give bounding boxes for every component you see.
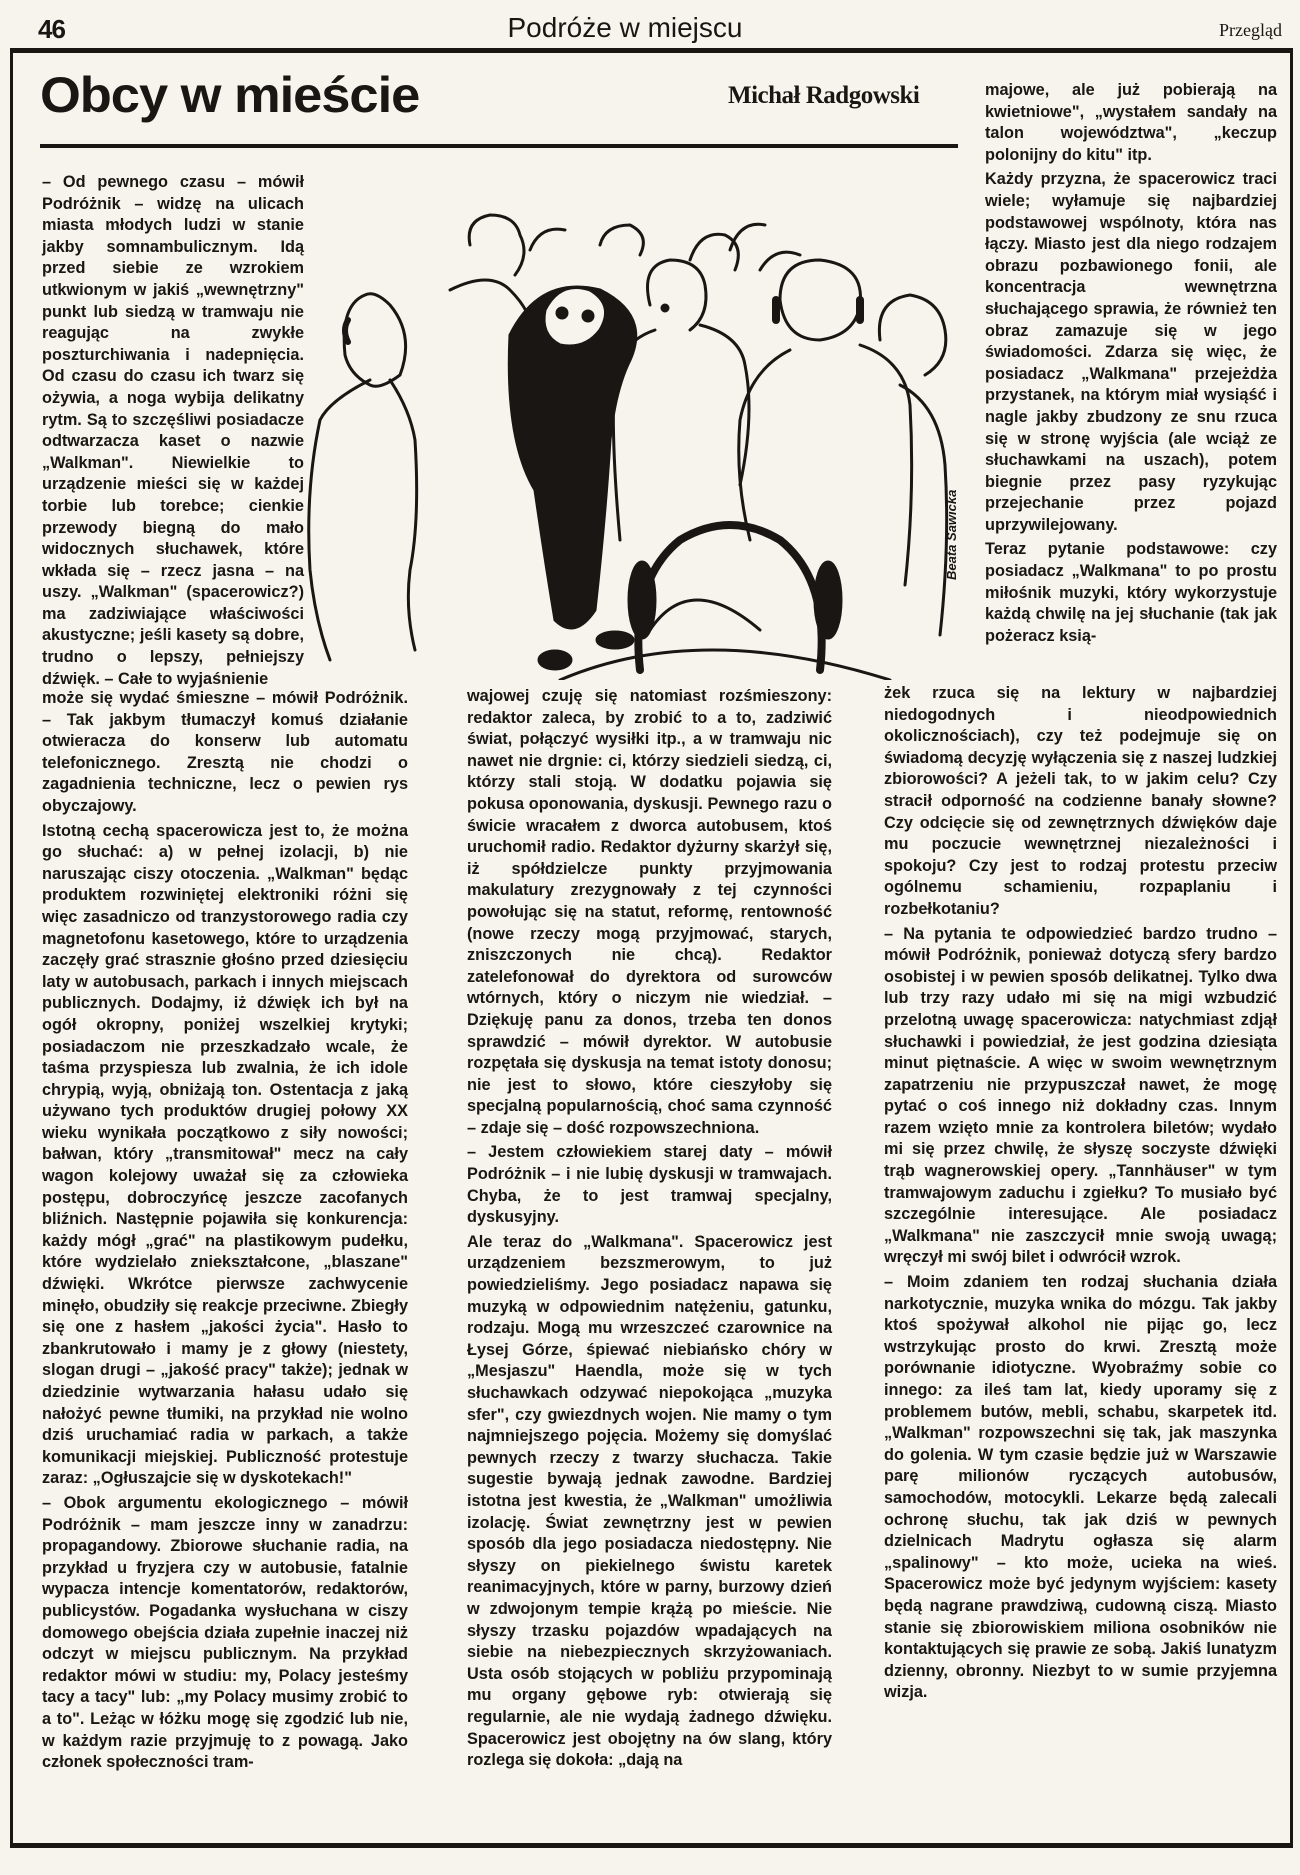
illustration bbox=[300, 150, 960, 680]
paragraph: Istotną cechą spacerowicza jest to, że można go słuchać: a) w pełnej izolacji, b) nie naruszając ciszy otoczenia. „Walkman" będąc produktem rozwiniętej elektroniki różni się więc zasadniczo od tranzystorowego radia czy magnetofonu kasetowego, które to urządzenia zaczęły grać strasznie głośno przed dziesięciu laty w autobusach, parkach i innych miejscach publicznych. Dodajmy, iż dźwięk ich był na ogół okropny, poniżej wszelkiej krytyki; posiadaczom nie przeszkadzało wcale, że taśma przyspiesza lub zwalnia, że ich idole chrypią, wyją, obniżają ton. Ostentacja z jaką używano tych produktów drugiej połowy XX wieku wynikała początkowo z siły nowości; bałwan, który „transmitował" mecz na cały wagon kolejowy uważał się za człowieka postępu, dobroczyńcę jeszcze zacofanych bliźnich. Następnie pojawiła się konkurencja: każdy mógł „grać" na plastikowym pudełku, które wydzielało zniekształcone, „blaszane" dźwięki. Wkrótce pierwsze zachwycenie minęło, obudziły się reakcje przeciwne. Zbiegły się one z hasłem „jakości życia". Hasło to zbankrutowało i mamy je z głowy (niestety, slogan drugi – „jakość pracy" także); jednak w dziedzinie wytwarzania hałasu udało się nałożyć pewne tłumiki, na przykład nie wolno dziś uruchamiać radia w parkach, a także komunikacji miejskiej. Publiczność protestuje zaraz: „Ogłuszajcie się w dyskotekach!" bbox=[42, 821, 408, 1488]
paragraph: – Jestem człowiekiem starej daty – mówił Podróżnik – i nie lubię dyskusji w tramwajach. Chyba, że to jest tramwaj specjalny, dyskusyjny. bbox=[467, 1143, 832, 1227]
paragraph: Każdy przyzna, że spacerowicz traci wiele; wyłamuje się najbardziej podstawowej wspólnoty, która nas łączy. Miasto jest dla niego rodzajem obrazu pozbawionego fonii, ale koncentracja wewnętrzna słuchającego sprawia, że również ten obraz zamazuje się w jego świadomości. Zdarza się więc, że posiadacz „Walkmana" przejeżdża przystanek, na którym miał wysiąść i nagle jakby zbudzony ze snu rzuca się w stronę wyjścia (ale wciąż ze słuchawkami na uszach), potem biegnie przez pasy ryzykując przejechanie przez pojazd uprzywilejowany. bbox=[985, 170, 1277, 534]
section-title bbox=[0, 12, 1300, 44]
column-1 bbox=[42, 688, 408, 1774]
article-author: Michał Radgowski bbox=[728, 82, 920, 109]
column-3-top bbox=[985, 80, 1277, 647]
section-title-text: Podróże w miejscu bbox=[507, 12, 743, 43]
paragraph: Ale teraz do „Walkmana". Spacerowicz jest urządzeniem bezszmerowym, to już powiedzieliśmy. Jego posiadacz napawa się muzyką w odpowiednim natężeniu, gatunku, rodzaju. Mogą mu wrzeszczeć czarownice na Łysej Górze, śpiewać niebiańsko chóry w „Mesjaszu" Haendla, może się w tych słuchawkach odzywać niepokojąca „muzyka sfer", czy gwiezdnych wojen. Nie mamy o tym najmniejszego pojęcia. Możemy się domyślać pewnych rzeczy z twarzy słuchacza. Takie sugestie bywają jednak zawodne. Bardziej istotna jest kwestia, że „Walkman" umożliwia izolację. Świat zewnętrzny jest w pewien sposób dla jego posiadacza niedostępny. Nie słyszy on piekielnego świstu karetek reanimacyjnych, które w parny, burzowy dzień w zdwojonym tempie krążą po mieście. Nie słyszy trzasku pojazdów wpadających na siebie na niebezpiecznych skrzyżowaniach. Usta osób stojących w pobliżu przypominają mu organy gębowe ryb: otwierają się regularnie, ale nie wydają żadnego dźwięku. Spacerowicz jest obojętny na ów slang, który rozlega się dokoła: „dają na bbox=[467, 1232, 832, 1770]
paragraph: żek rzuca się na lektury w najbardziej niedogodnych i nieodpowiednich okolicznościach), czy też podejmuje się on świadomą decyzję wyłączenia się z naszej ludzkiej zbiorowości? A jeżeli tak, to w jakim celu? Czy stracił odporność na codzienne banały słowne? Czy odcięcie się od zewnętrznych dźwięków daje mu poczucie wewnętrznej niezależności i spokoju? Czy jest to rodzaj protestu przeciw ogólnemu schamieniu, rozpaplaniu i rozbełkotaniu? bbox=[884, 684, 1277, 918]
column-1-top bbox=[42, 172, 304, 690]
title-rule bbox=[40, 144, 958, 148]
illustration-credit: Beata Sawicka bbox=[944, 489, 959, 580]
magazine-name: Przegląd bbox=[1219, 20, 1282, 40]
paragraph: Teraz pytanie podstawowe: czy posiadacz „Walkmana" to po prostu miłośnik muzyki, który wykorzystuje każdą chwilę na jej słuchanie (tak jak pożeracz ksią- bbox=[985, 540, 1277, 645]
paragraph: – Od pewnego czasu – mówił Podróżnik – widzę na ulicach miasta młodych ludzi w stanie jakby somnambulicznym. Idą przed siebie ze wzrokiem utkwionym w jakiś „wewnętrzny" punkt lub siedzą w tramwaju nie reagując na zwykłe poszturchiwania i nadepnięcia. Od czasu do czasu ich twarz się ożywia, a noga wybija delikatny rytm. Są to szczęśliwi posiadacze odtwarzacza kaset o nazwie „Walkman". Niewielkie to urządzenie mieści się w każdej torbie lub torebce; cienkie przewody biegną do mało widocznych słuchawek, które wkłada się – rzecz jasna – na uszy. „Walkman" (spacerowicz?) ma zadziwiające właściwości akustyczne; jeśli kasety są dobre, trudno o lepszy, pełniejszy dźwięk. – Całe to wyjaśnienie bbox=[42, 173, 304, 688]
article-title: Obcy w mieście bbox=[40, 67, 420, 123]
page-number: 46 bbox=[38, 14, 65, 44]
paragraph: wajowej czuję się natomiast rozśmieszony: redaktor zaleca, by zrobić to a to, zadziwić świat, połączyć wysiłki itp., a w tramwaju nic nawet nie drgnie: ci, którzy siedzieli siedzą, ci, którzy stali stoją. W dodatku pojawia się pokusa oponowania, dyskusji. Pewnego razu o świcie wracałem z dworca autobusem, ktoś uruchomił radio. Redaktor dyżurny skarżył się, iż spółdzielcze punkty przyjmowania makulatury zrezygnowały z tej czynności powołując się na statut, reformę, rentowność (nowe rzeczy mogą przyjmować, starych, zniszczonych nie chcą). Redaktor zatelefonował do dyrektora od surowców wtórnych, który o niczym nie wiedział. – Dziękuję panu za donos, trzeba ten donos sprawdzić – mówił dyrektor. W autobusie rozpętała się dyskusja na temat istoty donosu; nie jest to słowo, które cieszyłoby się specjalną popularnością, choć sama czynność – zdaje się – dość rozpowszechniona. bbox=[467, 687, 832, 1137]
paragraph: może się wydać śmieszne – mówił Podróżnik. – Tak jakbym tłumaczył komuś działanie otwieracza do konserw lub automatu telefonicznego. Zresztą nie chodzi o zagadnienia techniczne, lecz o pewien rys obyczajowy. bbox=[42, 689, 408, 815]
paragraph: – Na pytania te odpowiedzieć bardzo trudno – mówił Podróżnik, ponieważ dotyczą sfery bardzo osobistej i w pewien sposób delikatnej. Tylko dwa lub trzy razy udało mi się na migi wzbudzić przelotną uwagę spacerowicza: natychmiast zdjął słuchawki i powiedział, że jest godzina dziesiąta minut piętnaście. A więc w swoim wewnętrznym zapatrzeniu nie przypuszczał nawet, że mogę pytać o coś innego niż dokładny czas. Innym razem wzięto mnie za kontrolera biletów; wydało mi się przez chwilę, że słyszę soczyste dźwięki trąb wagnerowskiej opery. „Tannhäuser" w tym tramwajowym zaduchu i zgiełku? To musiało być szczególnie interesujące. Ale posiadacz „Walkmana" nie zaszczycił mnie swoją uwagą; wręczył mi swój bilet i odwrócił wzrok. bbox=[884, 924, 1277, 1267]
column-3 bbox=[884, 683, 1277, 1704]
paragraph: majowe, ale już pobierają na kwietniowe", „wystałem sandały na talon województwa", „keczup polonijny do kitu" itp. bbox=[985, 81, 1277, 164]
paragraph: – Obok argumentu ekologicznego – mówił Podróżnik – mam jeszcze inny w zanadrzu: propagandowy. Zbiorowe słuchanie radia, na przykład u fryzjera czy w autobusie, fatalnie wypacza intencje komentatorów, redaktorów, publicystów. Pogadanka wysłuchana w ciszy domowego obejścia działa zupełnie inaczej niż odczyt w miejscu publicznym. Na przykład redaktor mówi w studiu: my, Polacy jesteśmy tacy a tacy" lub: „my Polacy musimy zrobić to a to". Leżąc w łóżku mogę się zgodzić lub nie, w każdym razie przyjmuję to z powagą. Jako członek społeczności tram- bbox=[42, 1493, 408, 1772]
column-2 bbox=[467, 686, 832, 1772]
crowd-figures bbox=[309, 215, 947, 680]
paragraph: – Moim zdaniem ten rodzaj słuchania działa narkotycznie, muzyka wnika do mózgu. Tak jakby ktoś spożywał alkohol nie pijąc go, lecz wstrzykując prosto do krwi. Zresztą może porównanie idiotyczne. Wyobraźmy sobie co innego: za ileś tam lat, kiedy uporamy się z problemem butów, mebli, schabu, skarpetek itd. „Walkman" rozpowszechni się tak, jak maszynka do golenia. W tym czasie będzie już w Warszawie parę milionów ryczących autobusów, samochodów, motocykli. Lekarze będą zalecali ochronę słuchu, tak jak dziś w pewnych dzielnicach Madrytu ogłasza się alarm „spalinowy" – kto może, ucieka na wieś. Spacerowicz może być jedynym wyjściem: kasety będą nagrane prawdziwą, cudowną ciszą. Miasto stanie się zbiorowiskiem miliona osobników nie kontaktujących się prawie ze sobą. Jakiś lunatyzm dzienny, obronny. Niezbyt to w sumie przyjemna wizja. bbox=[884, 1273, 1277, 1702]
